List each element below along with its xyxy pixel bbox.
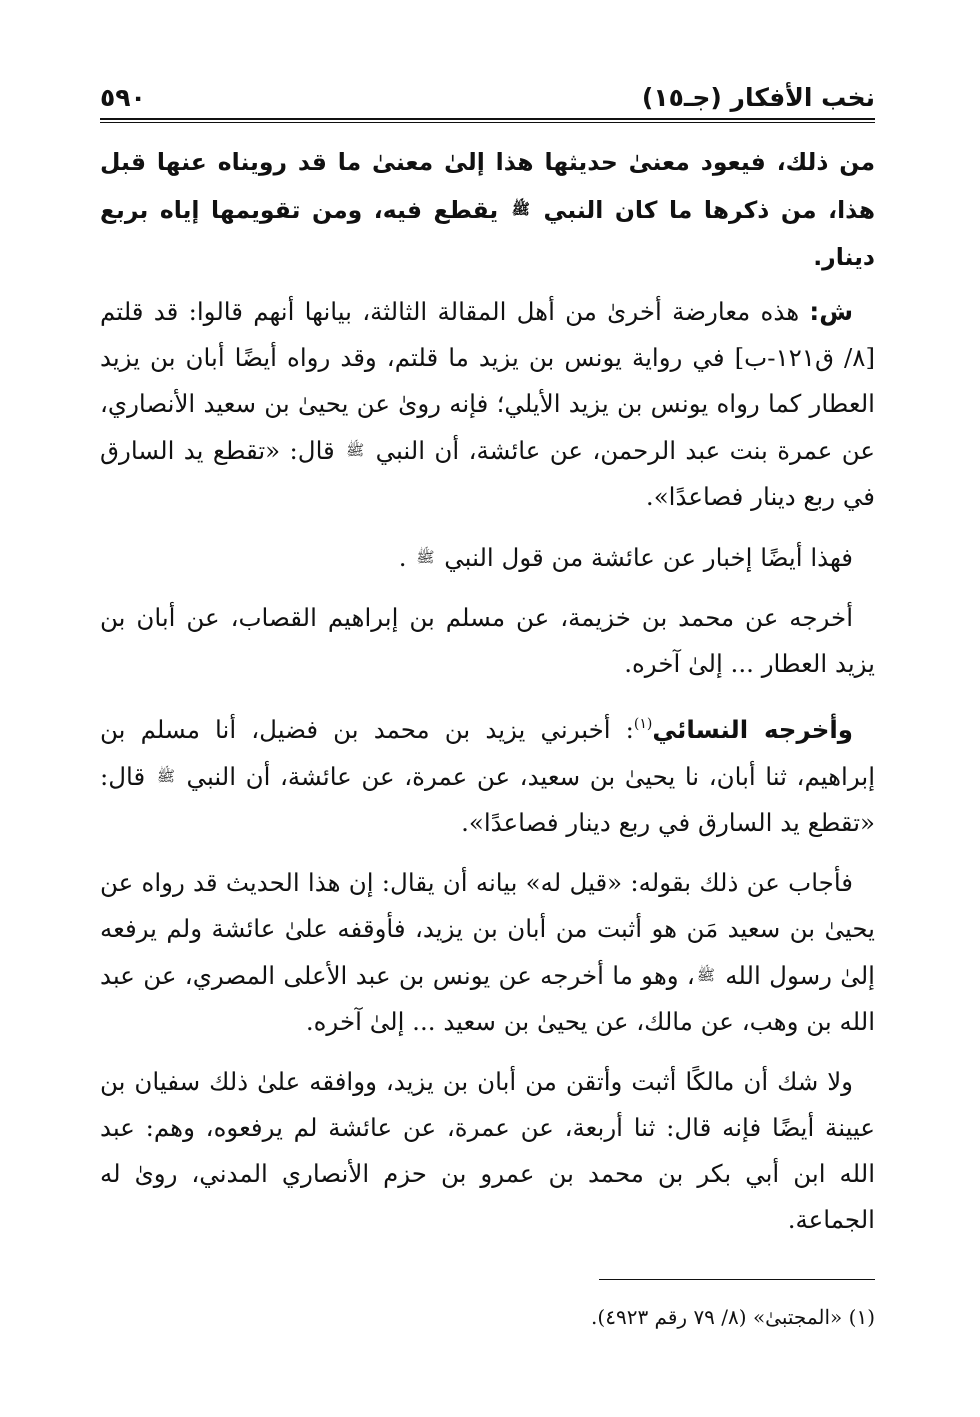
honorific-symbol: ﷺ — [346, 441, 365, 459]
paragraph-4-text: أخرجه عن محمد بن خزيمة، عن مسلم بن إبراهيم القصاب، عن أبان بن يزيد العطار ... إلىٰ آخره. — [100, 603, 875, 678]
book-title: نخب الأفكار (جـ١٥) — [641, 83, 875, 112]
page-number: ٥٩٠ — [100, 83, 146, 112]
paragraph-5-text-b: قال: «تقطع يد السارق في ربع دينار فصاعدًا». — [100, 762, 875, 837]
nasai-lead: وأخرجه النسائي — [652, 715, 853, 744]
paragraph-3-text-after: . — [398, 543, 407, 572]
honorific-symbol: ﷺ — [511, 200, 530, 218]
commentary-marker: ش: — [809, 297, 854, 326]
honorific-symbol: ﷺ — [416, 548, 435, 566]
paragraph-2-text-b: قال: «تقطع يد السارق في ربع دينار فصاعدًا». — [100, 436, 875, 511]
paragraph-1 — [100, 139, 875, 281]
paragraph-4 — [100, 595, 875, 687]
running-header — [100, 72, 875, 112]
paragraph-6-text-a: فأجاب عن ذلك بقوله: «قيل له» بيانه أن يقال: إن هذا الحديث قد رواه عن يحيىٰ بن سعيد مَن هو أثبت من أبان بن يزيد، فأوقفه علىٰ عائشة ولم يرفعه إلىٰ رسول الله — [100, 868, 875, 990]
header-rule — [100, 118, 875, 120]
paragraph-1-text-after: يقطع فيه، ومن تقويمها إياه بربع دينار. — [100, 196, 875, 271]
paragraph-3 — [100, 534, 875, 581]
paragraph-5 — [100, 701, 875, 846]
paragraph-6 — [100, 860, 875, 1045]
paragraph-7 — [100, 1059, 875, 1243]
paragraph-5-text-a: : أخبرني يزيد بن محمد بن فضيل، أنا مسلم بن إبراهيم، ثنا أبان، نا يحيىٰ بن سعيد، عن عمرة، عن عائشة، أن النبي — [100, 715, 876, 791]
footnote: (١) «المجتبىٰ» (٨/ ٧٩ رقم ٤٩٢٣). — [591, 1305, 875, 1329]
footnote-separator — [599, 1279, 875, 1280]
honorific-symbol: ﷺ — [156, 767, 175, 785]
paragraph-7-text: ولا شك أن مالكًا أثبت وأتقن من أبان بن يزيد، ووافقه علىٰ ذلك سفيان بن عيينة أيضًا فإنه قال: ثنا أربعة، عن عمرة، عن عائشة لم يرفعوه، وهم: عبد الله ابن أبي بكر بن محمد بن عمرو بن حزم الأنصاري المدني، روىٰ له الجماعة. — [100, 1067, 875, 1234]
footnote-reference: (١) — [633, 716, 653, 732]
book-page — [100, 72, 875, 1372]
paragraph-6-text-b: ، وهو ما أخرجه عن يونس بن عبد الأعلى المصري، عن عبد الله بن وهب، عن مالك، عن يحيىٰ بن سعيد ... إلىٰ آخره. — [100, 961, 875, 1036]
paragraph-2-text-a: هذه معارضة أخرىٰ من أهل المقالة الثالثة، بيانها أنهم قالوا: قد قلتم [٨/ ق١٢١-ب] في رواية يونس بن يزيد ما قلتم، وقد رواه أيضًا أبان بن يزيد العطار كما رواه يونس بن يزيد الأيلي؛ فإنه روىٰ عن يحيىٰ بن سعيد الأنصاري، عن عمرة بنت عبد الرحمن، عن عائشة، أن النبي — [100, 297, 875, 465]
paragraph-2 — [100, 289, 875, 520]
paragraph-1-text: من ذلك، فيعود معنىٰ حديثها هذا إلىٰ معنىٰ ما قد رويناه عنها قبل هذا، من ذكرها ما كان النبي — [100, 148, 875, 224]
honorific-symbol: ﷺ — [696, 966, 715, 984]
paragraph-3-text: فهذا أيضًا إخبار عن عائشة من قول النبي — [444, 543, 853, 572]
header-rule-thin — [100, 122, 875, 123]
